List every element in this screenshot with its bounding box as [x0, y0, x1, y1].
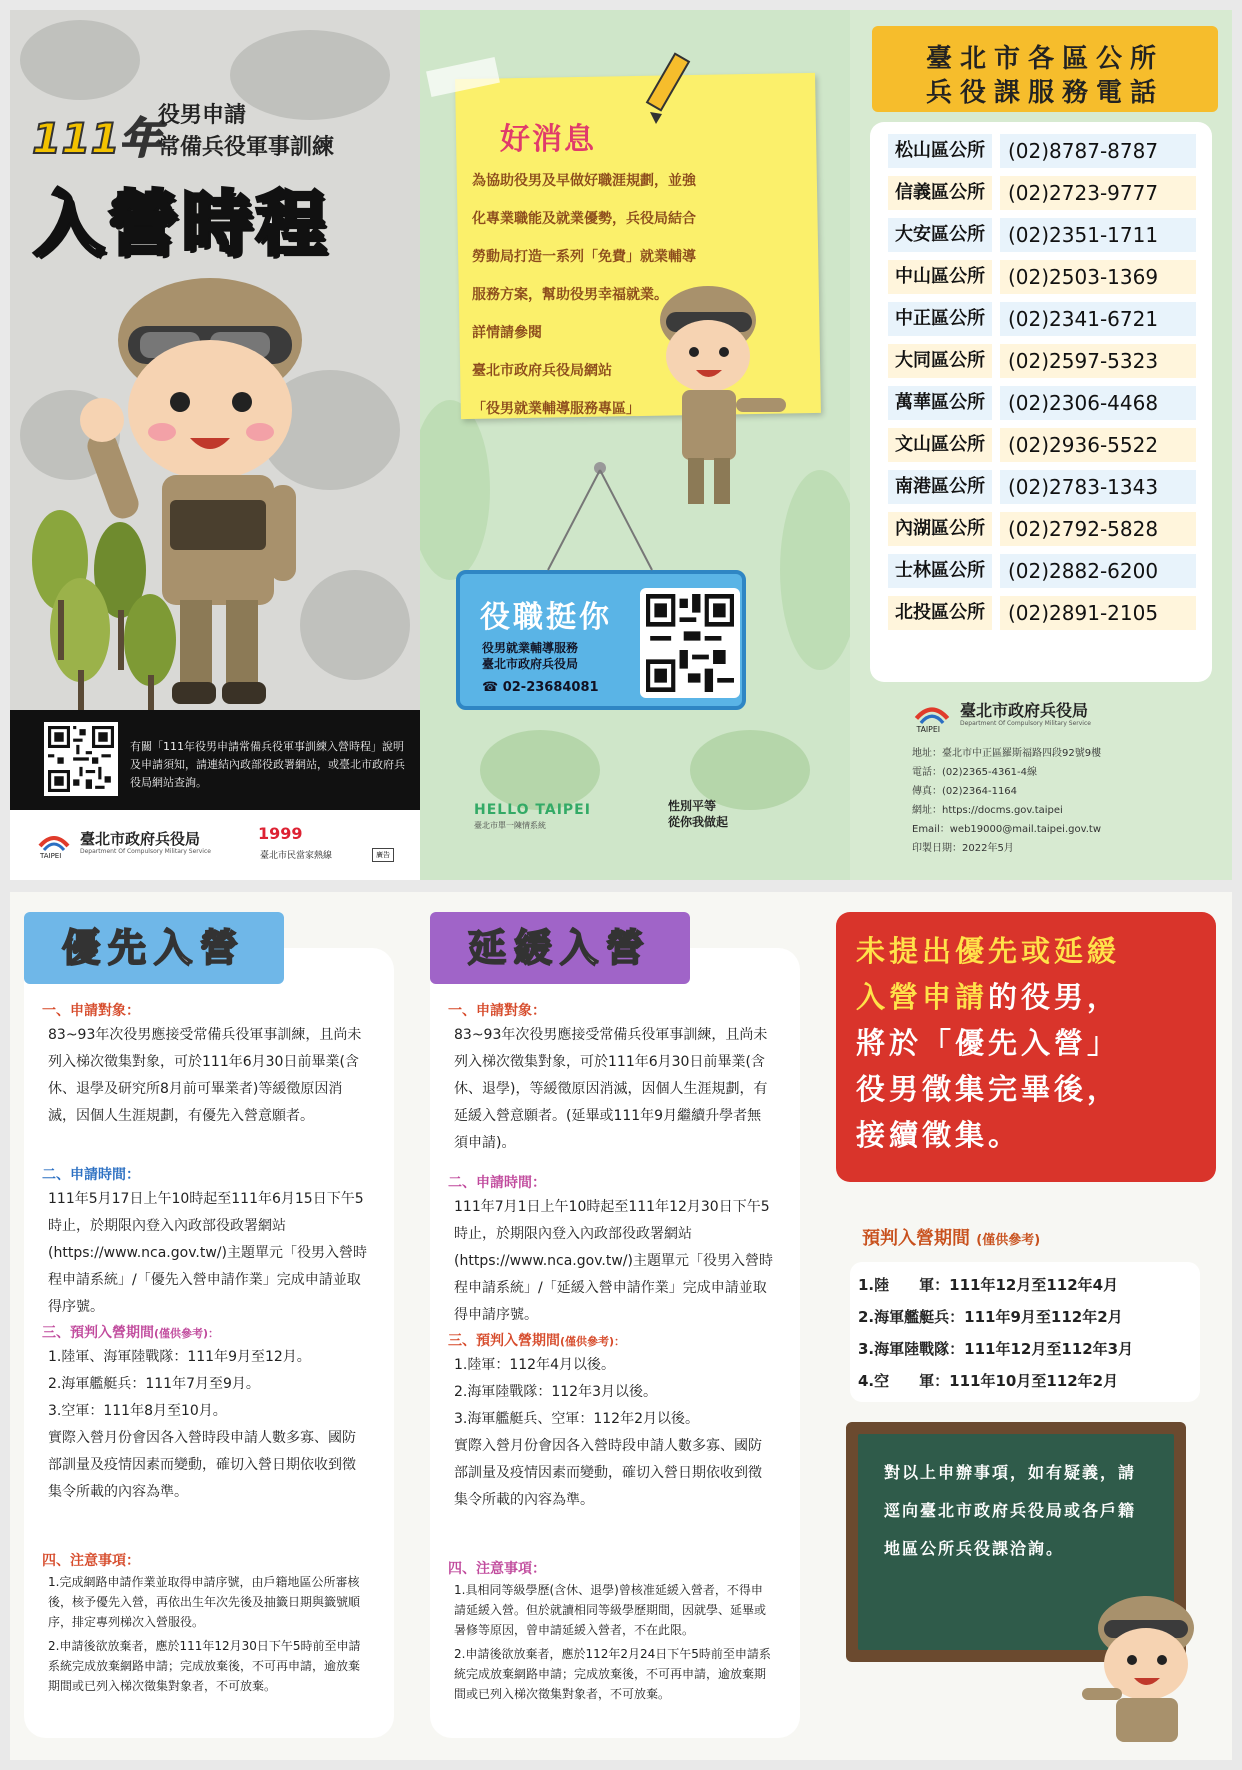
district-name: 中山區公所: [888, 260, 992, 294]
phone-row: [888, 386, 1198, 422]
deferred-s1-heading: 一、申請對象：: [448, 1003, 546, 1019]
estimate-row: 3.海軍陸戰隊：111年12月至112年3月: [858, 1340, 1134, 1358]
estimate-list: [850, 1262, 1200, 1402]
chalkboard-text: 對以上申辦事項，如有疑義，請逕向臺北市政府兵役局或各戶籍地區公所兵役課洽詢。: [858, 1434, 1174, 1650]
hello-taipei-logo: HELLO TAIPEI: [474, 802, 591, 818]
phone-row: [888, 134, 1198, 170]
priority-s3-item: 2.海軍艦艇兵：111年7月至9月。: [48, 1376, 260, 1392]
deferred-s3-item: 3.海軍艦艇兵、空軍：112年2月以後。: [454, 1411, 699, 1427]
district-name: 萬華區公所: [888, 386, 992, 420]
hello-taipei-sub: 臺北市單一陳情系統: [474, 821, 546, 830]
priority-s3-item: 1.陸軍、海軍陸戰隊：111年9月至12月。: [48, 1349, 311, 1365]
district-header: [872, 26, 1218, 112]
phone-row: [888, 596, 1198, 632]
small-soldier-illustration: [638, 280, 798, 510]
priority-column: [24, 912, 414, 1742]
estimate-row: 4.空 軍：111年10月至112年2月: [858, 1372, 1119, 1390]
cover-main-title: 入營時程: [34, 183, 330, 265]
district-phone[interactable]: (02)2351-1711: [1000, 218, 1196, 252]
gender-line1: 性別平等: [668, 799, 717, 813]
right-org-en: Department Of Compulsory Military Service: [960, 720, 1091, 727]
deferred-s3-body: 實際入營月份會因各入營時段申請人數多寡、國防部訓量及疫情因素而變動，確切入營日期依收到徵集令所載的內容為準。: [454, 1438, 762, 1508]
phone-row: [888, 218, 1198, 254]
district-phone[interactable]: (02)2306-4468: [1000, 386, 1196, 420]
district-phone[interactable]: (02)2783-1343: [1000, 470, 1196, 504]
brochure-inner-side: [10, 892, 1232, 1760]
sign-tel-number: 02-23684081: [502, 680, 599, 695]
phone-row: [888, 428, 1198, 464]
district-phone[interactable]: (02)2882-6200: [1000, 554, 1196, 588]
deferred-column: [430, 912, 820, 1742]
deferred-s3-list: [454, 1352, 774, 1514]
district-name: 士林區公所: [888, 554, 992, 588]
priority-s1-body: 83~93年次役男應接受常備兵役軍事訓練，且尚未列入梯次徵集對象，可於111年6月30日前畢業(含休、退學及研究所8月前可畢業者)等緩徵原因消滅，因個人生涯規劃，有優先入營意願者。: [48, 1027, 362, 1124]
cover-footer: [10, 810, 420, 880]
unsubmitted-line2b: 的役男，: [988, 980, 1121, 1014]
soldier-pointing-illustration: [1076, 1592, 1216, 1742]
sign-subtitle: [482, 640, 578, 672]
unsubmitted-notice: [836, 912, 1216, 1182]
sign-title: 役職挺你: [480, 600, 612, 635]
good-news-line: 服務方案，幫助役男幸福就業。: [472, 287, 668, 303]
priority-s3-title: 三、預判入營期間: [42, 1325, 154, 1341]
district-name: 松山區公所: [888, 134, 992, 168]
deferred-s3-item: 2.海軍陸戰隊：112年3月以後。: [454, 1384, 657, 1400]
priority-s4-heading: 四、注意事項：: [42, 1553, 140, 1569]
sign-hanger: [540, 460, 660, 572]
cover-notice: 有關「111年役男申請常備兵役軍事訓練入營時程」說明及申請須知，請連結內政部役政署網站，或臺北市政府兵役局網站查詢。: [130, 740, 405, 789]
unsubmitted-text: [856, 928, 1196, 1158]
estimate-note: (僅供參考): [976, 1233, 1041, 1248]
priority-s3-heading: [42, 1322, 219, 1342]
district-name: 中正區公所: [888, 302, 992, 336]
unsubmitted-line5: 接續徵集。: [856, 1118, 1022, 1152]
unsubmitted-line4: 役男徵集完畢後，: [856, 1072, 1121, 1106]
service-sign: [456, 570, 746, 710]
district-name: 大安區公所: [888, 218, 992, 252]
sign-qr-code[interactable]: [640, 588, 740, 698]
gender-equality-logo: [668, 798, 728, 830]
estimate-row: 1.陸 軍：111年12月至112年4月: [858, 1276, 1119, 1294]
deferred-s3-note: (僅供參考)：: [560, 1335, 626, 1348]
phone-row: [888, 260, 1198, 296]
priority-tag: 優先入營: [24, 912, 284, 984]
estimate-label: [862, 1224, 1040, 1250]
district-header-line1: 臺北市各區公所: [925, 44, 1164, 74]
good-news-line: 臺北市政府兵役局網站: [472, 363, 612, 379]
good-news-title: 好消息: [500, 122, 596, 157]
district-phone[interactable]: (02)2597-5323: [1000, 344, 1196, 378]
pencil-icon: [630, 50, 710, 130]
qr-icon: [646, 594, 734, 692]
contact-email[interactable]: Email：web19000@mail.taipei.gov.tw: [912, 824, 1102, 835]
good-news-panel: [420, 10, 850, 880]
priority-s4-item: 1.完成網路申請作業並取得申請序號，由戶籍地區公所審核後，核予優先入營，再依出生年次先後及抽籤日期與籤號順序，排定專列梯次入營服役。: [48, 1575, 361, 1629]
district-phone[interactable]: (02)2936-5522: [1000, 428, 1196, 462]
priority-s1-heading: 一、申請對象：: [42, 1003, 140, 1019]
phone-row: [888, 554, 1198, 590]
cover-year: 111年: [32, 114, 162, 163]
cover-subtitle-line1: 役男申請: [158, 103, 247, 128]
good-news-line: 為協助役男及早做好職涯規劃，並強: [472, 173, 696, 189]
gender-line2: 從你我做起: [668, 815, 729, 829]
priority-s2-heading: 二、申請時間：: [42, 1167, 140, 1183]
taipei-logo-icon: [36, 824, 72, 860]
district-name: 北投區公所: [888, 596, 992, 630]
phone-row: [888, 344, 1198, 380]
sign-tel: ☎ 02-23684081: [482, 680, 599, 695]
ad-tag: 廣告: [372, 848, 394, 862]
deferred-tag: 延緩入營: [430, 912, 690, 984]
cover-subtitle-line2: 常備兵役軍事訓練: [158, 135, 335, 160]
priority-s4-item: 2.申請後欲放棄者，應於111年12月30日下午5時前至申請系統完成放棄網路申請；完成放棄後，不可再申請，逾放棄期間或已列入梯次徵集對象者，不可放棄。: [48, 1639, 361, 1693]
right-org-name: 臺北市政府兵役局: [960, 701, 1089, 720]
good-news-line: 勞動局打造一系列「免費」就業輔導: [472, 249, 696, 265]
good-news-line: 詳情請參閱: [472, 325, 542, 341]
phone-row: [888, 512, 1198, 548]
district-phone[interactable]: (02)2341-6721: [1000, 302, 1196, 336]
estimate-title: 預判入營期間: [862, 1228, 970, 1249]
print-date: 印製日期：2022年5月: [912, 843, 1014, 854]
good-news-line: 化專業職能及就業優勢，兵役局結合: [472, 211, 696, 227]
district-name: 文山區公所: [888, 428, 992, 462]
hotline-logo: 1999: [258, 824, 303, 843]
phone-row: [888, 302, 1198, 338]
deferred-s3-item: 1.陸軍：112年4月以後。: [454, 1357, 615, 1373]
deferred-s3-title: 三、預判入營期間: [448, 1333, 560, 1349]
qr-icon: [48, 726, 114, 792]
cover-panel: [10, 10, 420, 880]
unsubmitted-line1: 未提出優先或延緩: [856, 934, 1121, 968]
district-name: 內湖區公所: [888, 512, 992, 546]
svg-text:TAIPEI: TAIPEI: [916, 724, 941, 734]
taipei-logo-icon: [912, 694, 952, 734]
svg-text:TAIPEI: TAIPEI: [40, 852, 62, 860]
cover-org-en: Department Of Compulsory Military Service: [80, 848, 211, 855]
phone-row: [888, 470, 1198, 506]
district-phone-panel: [850, 10, 1232, 880]
district-name: 信義區公所: [888, 176, 992, 210]
unsubmitted-line2a: 入營申請: [856, 980, 989, 1014]
deferred-s1-body: 83~93年次役男應接受常備兵役軍事訓練，且尚未列入梯次徵集對象，可於111年6月30日前畢業(含休、退學)，等緩徵原因消滅，因個人生涯規劃，有延緩入營意願者。(延畢或111年9月繼續升學者無須申請)。: [454, 1027, 768, 1151]
brochure-outer-side: [10, 10, 1232, 880]
sign-line1: 役男就業輔導服務: [482, 641, 579, 655]
unsubmitted-column: [836, 912, 1216, 1742]
trees-illustration: [20, 500, 190, 710]
estimate-row: 2.海軍艦艇兵：111年9月至112年2月: [858, 1308, 1123, 1326]
deferred-s4-item: 2.申請後欲放棄者，應於112年2月24日下午5時前至申請系統完成放棄網路申請；完成放棄後，不可再申請，逾放棄期間或已列入梯次徵集對象者，不可放棄。: [454, 1647, 771, 1701]
district-phone[interactable]: (02)8787-8787: [1000, 134, 1196, 168]
district-phone[interactable]: (02)2723-9777: [1000, 176, 1196, 210]
hotline-label: 臺北市民當家熱線: [260, 851, 333, 861]
deferred-s4-list: [454, 1580, 774, 1704]
contact-fax: 傳真：(02)2364-1164: [912, 786, 1018, 797]
cover-qr-code[interactable]: [44, 722, 118, 796]
district-phone[interactable]: (02)2503-1369: [1000, 260, 1196, 294]
deferred-s4-item: 1.具相同等級學歷(含休、退學)曾核准延緩入營者，不得申請延緩入營。但於就讀相同等級學歷期間，因就學、延畢或暑修等原因，曾申請延緩入營者，不在此限。: [454, 1583, 767, 1637]
cover-subtitle: [158, 100, 334, 164]
contact-info: [912, 744, 1101, 858]
deferred-s3-heading: [448, 1330, 625, 1350]
district-phone[interactable]: (02)2891-2105: [1000, 596, 1196, 630]
good-news-line: 「役男就業輔導服務專區」: [472, 401, 640, 417]
deferred-s2-heading: 二、申請時間：: [448, 1175, 546, 1191]
deferred-s4-heading: 四、注意事項：: [448, 1561, 546, 1577]
priority-s3-body: 實際入營月份會因各入營時段申請人數多寡、國防部訓量及疫情因素而變動，確切入營日期依收到徵集令所載的內容為準。: [48, 1430, 356, 1500]
district-phone-list: [870, 122, 1212, 682]
cover-org-name: 臺北市政府兵役局: [80, 830, 201, 848]
priority-s4-list: [48, 1572, 368, 1696]
priority-s3-list: [48, 1344, 368, 1506]
priority-s3-note: (僅供參考)：: [154, 1327, 220, 1340]
sign-line2: 臺北市政府兵役局: [482, 657, 579, 671]
contact-website[interactable]: 網址：https://docms.gov.taipei: [912, 805, 1063, 816]
district-phone[interactable]: (02)2792-5828: [1000, 512, 1196, 546]
phone-row: [888, 176, 1198, 212]
priority-s2-body: 111年5月17日上午10時起至111年6月15日下午5時止，於期限內登入內政部役政署網站(https://www.nca.gov.tw/)主題單元「役男入營時程申請系統」/「優先入營申請作業」完成申請並取得序號。: [48, 1191, 367, 1315]
contact-address: 地址：臺北市中正區羅斯福路四段92號9樓: [912, 748, 1102, 759]
deferred-s2-body: 111年7月1日上午10時起至111年12月30日下午5時止，於期限內登入內政部役政署網站(https://www.nca.gov.tw/)主題單元「役男入營時程申請系統」/「延緩入營申請作業」完成申請並取得申請序號。: [454, 1199, 773, 1323]
priority-s3-item: 3.空軍：111年8月至10月。: [48, 1403, 227, 1419]
district-header-line2: 兵役課服務電話: [925, 78, 1164, 108]
district-name: 大同區公所: [888, 344, 992, 378]
unsubmitted-line3: 將於「優先入營」: [856, 1026, 1121, 1060]
contact-phone[interactable]: 電話：(02)2365-4361-4線: [912, 767, 1038, 778]
district-name: 南港區公所: [888, 470, 992, 504]
